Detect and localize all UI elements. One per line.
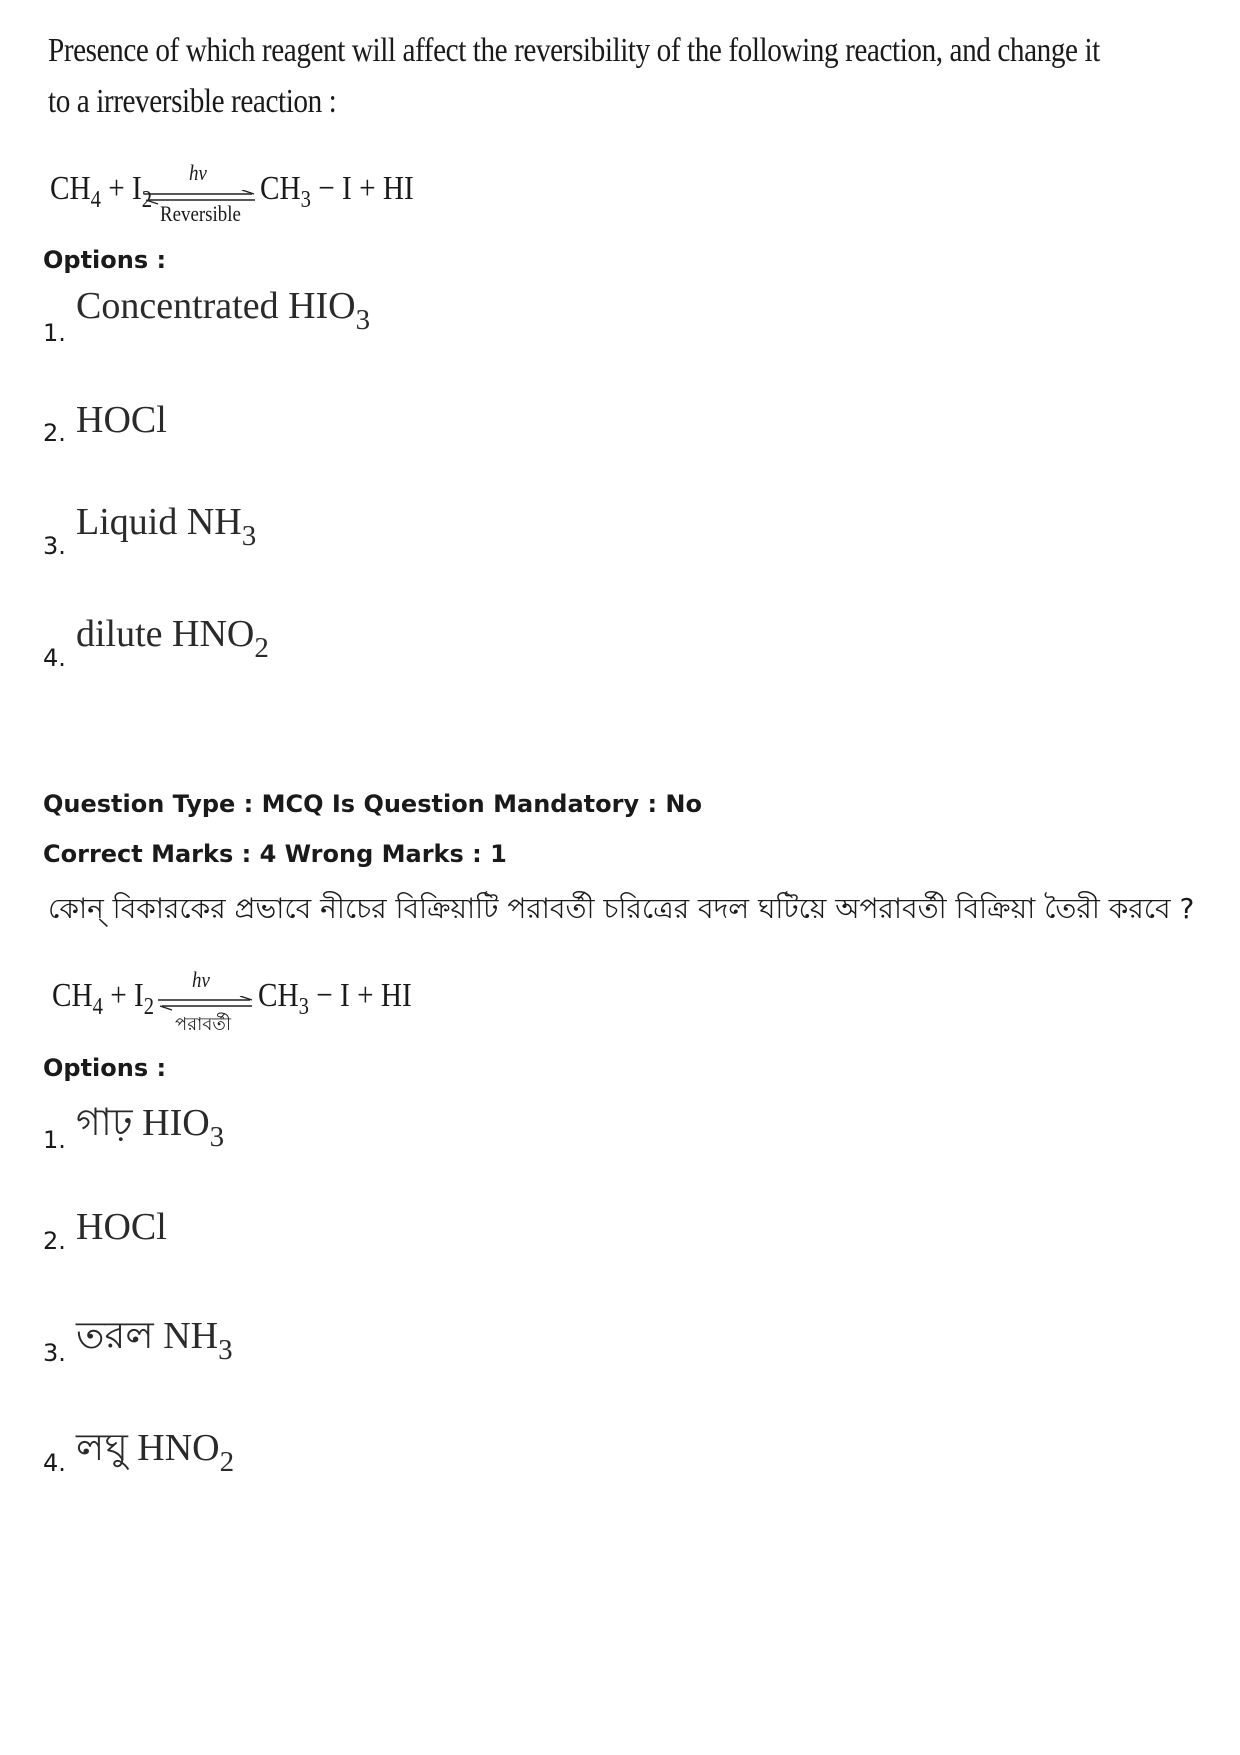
reactant-iodine: + $I_2$ — [110, 977, 155, 1020]
option-text: গাঢ় $HIO_3$ — [76, 1102, 225, 1153]
reactant-iodine: + $I_2$ — [108, 170, 153, 213]
option-text: Liquid $NH_3$ — [76, 501, 257, 552]
option-number: 4. — [43, 1449, 66, 1477]
reaction-equation — [50, 170, 153, 213]
option-number: 4. — [43, 644, 66, 672]
question-text-line-2: to a irreversible reaction : — [48, 83, 337, 120]
option-text: HOCl — [76, 399, 167, 441]
option-text: লঘু $HNO_2$ — [76, 1427, 235, 1478]
option-text: তরল $NH_3$ — [76, 1315, 233, 1366]
reaction-products-bengali: $CH_3 - I$ + HI — [258, 977, 412, 1020]
question-text-bengali: কোন্ বিকারকের প্রভাবে নীচের বিক্রিয়াটি পরাবর্তী চরিত্রের বদল ঘটিয়ে অপরাবর্তী বিক্রিয়া তৈরী করবে ? — [48, 892, 1195, 925]
option-number: 1. — [43, 319, 66, 347]
question-text-line-1: Presence of which reagent will affect the reversibility of the following reaction, and change it — [48, 32, 1100, 69]
reactant-methane: $CH_4$ — [50, 170, 101, 213]
arrow-condition-light: hν — [189, 160, 207, 185]
option-number: 2. — [43, 419, 66, 447]
marks-label: Correct Marks : 4 Wrong Marks : 1 — [43, 840, 507, 868]
option-number: 3. — [43, 1339, 66, 1367]
option-number: 1. — [43, 1126, 66, 1154]
question-type-label: Question Type : MCQ Is Question Mandatory : No — [43, 790, 702, 818]
reaction-products: $CH_3 - I$ + HI — [260, 170, 414, 213]
arrow-condition-reversible: পরাবর্তী — [175, 1014, 232, 1035]
options-label: Options : — [43, 246, 167, 274]
option-number: 2. — [43, 1227, 66, 1255]
arrow-condition-reversible: Reversible — [160, 201, 241, 226]
reactant-methane: $CH_4$ — [52, 977, 103, 1020]
reaction-equation-bengali — [52, 977, 155, 1020]
option-text: Concentrated $HIO_3$ — [76, 285, 371, 336]
option-number: 3. — [43, 532, 66, 560]
options-label: Options : — [43, 1054, 167, 1082]
arrow-condition-light: hν — [192, 967, 210, 992]
option-text: HOCl — [76, 1206, 167, 1248]
option-text: dilute $HNO_2$ — [76, 613, 269, 664]
